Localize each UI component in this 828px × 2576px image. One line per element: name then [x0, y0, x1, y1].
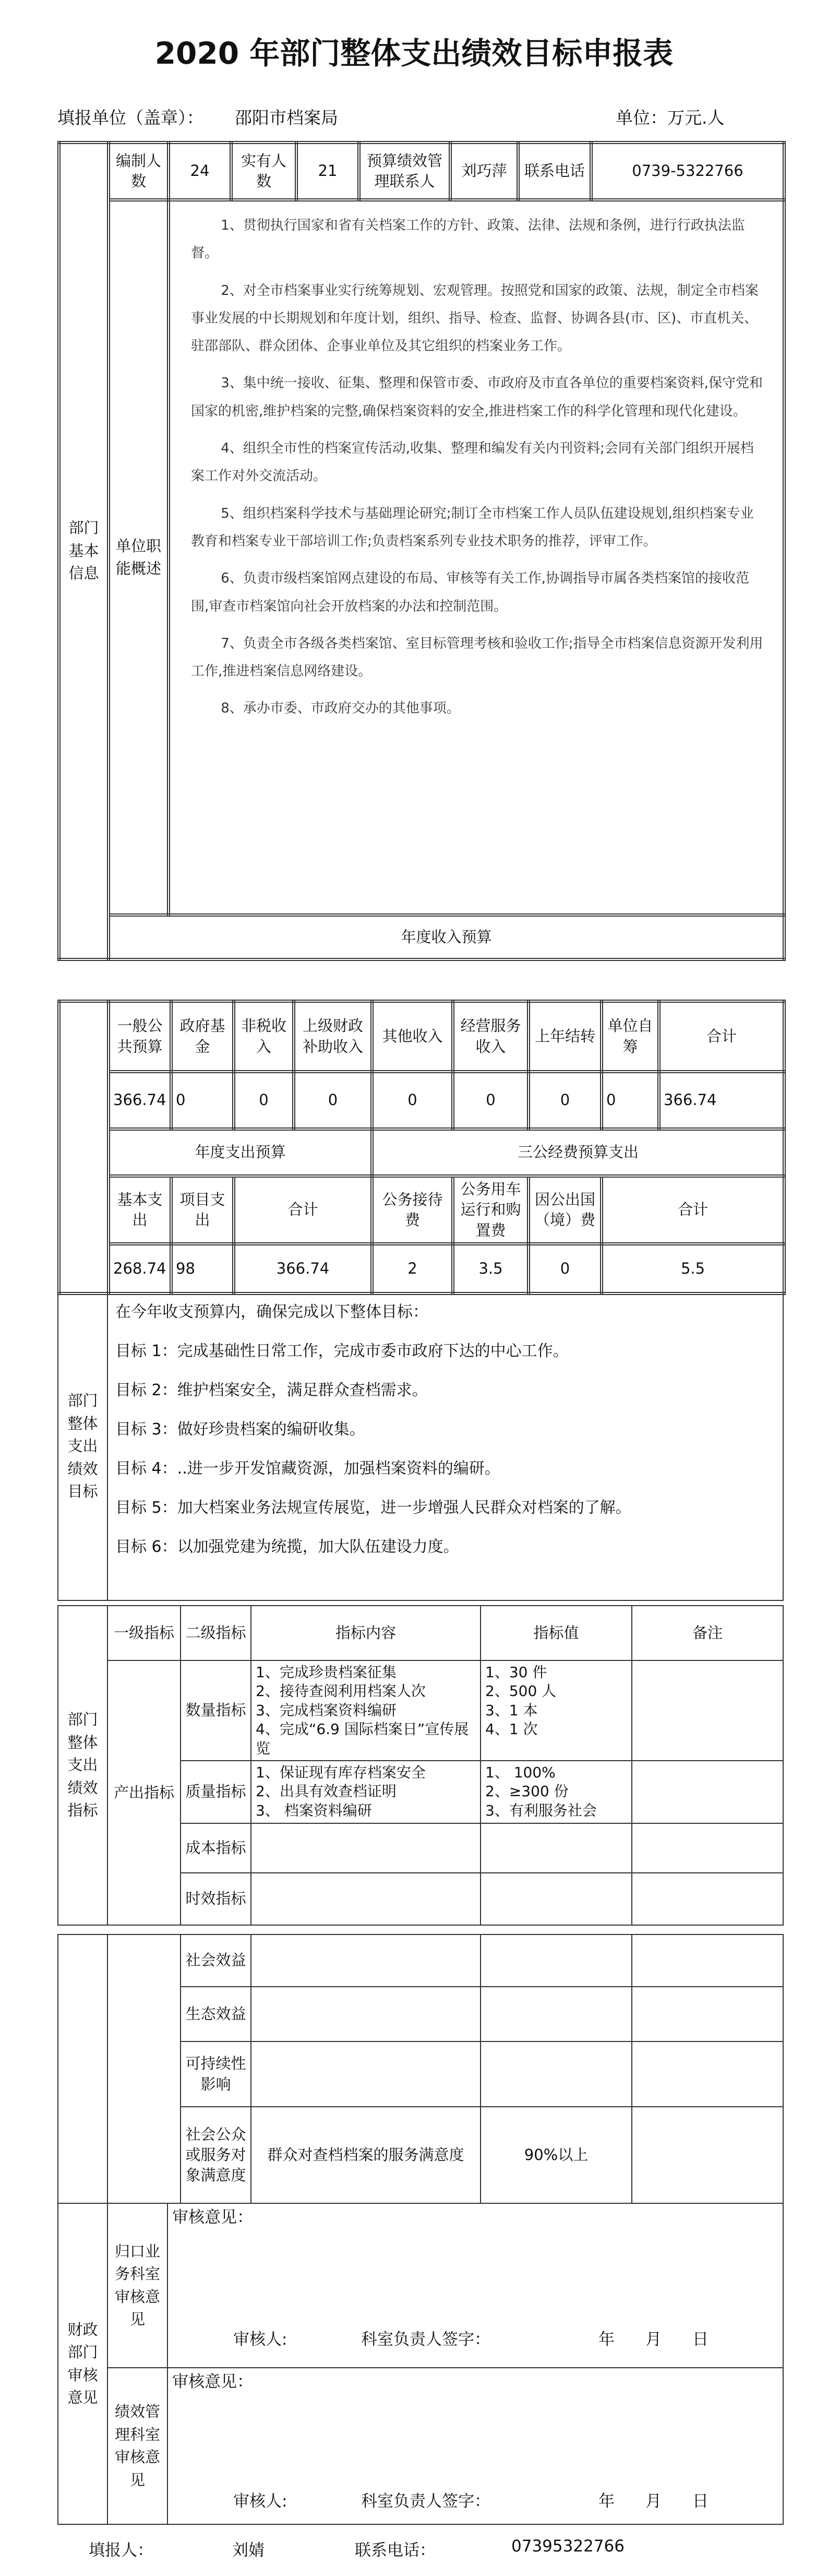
- indicator-header: 指标内容: [251, 1606, 481, 1660]
- eco-content: [251, 1987, 481, 2041]
- footer-phone-label: 联系电话：: [355, 2541, 436, 2560]
- actual-label: 实有人数: [231, 143, 296, 200]
- filler-label: 填报人：: [89, 2541, 153, 2560]
- output-indicator-label: 产出指标: [107, 1660, 181, 1925]
- duty-item: 3、集中统一接收、征集、整理和保管市委、市政府及市直各单位的重要档案资料,保守党和国家的机密,维护档案的完整,确保档案资料的安全,推进档案工作的科学化管理和现代化建设。: [191, 375, 763, 419]
- expense-value: 0: [529, 1244, 602, 1293]
- satisfaction-value: 90%以上: [481, 2107, 632, 2203]
- social-label: 社会效益: [181, 1934, 251, 1987]
- office2-year: 年: [598, 2492, 615, 2511]
- goals-label: 部门整体支出绩效目标: [58, 1292, 107, 1600]
- office1-month: 月: [645, 2330, 662, 2349]
- duty-item: 7、负责全市各级各类档案馆、室目标管理考核和验收工作;指导全市档案信息资源开发利用工作,推进档案信息网络建设。: [191, 635, 763, 680]
- duty-item: 4、组织全市性的档案宣传活动,收集、整理和编发有关内刊资料;会同有关部门组织开展档案工作对外交流活动。: [191, 441, 754, 484]
- satisfaction-content: 群众对查档档案的服务满意度: [251, 2107, 481, 2203]
- benefit-blank: [107, 1934, 181, 2203]
- income-value: 0: [602, 1072, 659, 1129]
- income-header: 上年结转: [529, 1001, 602, 1072]
- expense-header: 因公出国（境）费: [529, 1176, 602, 1244]
- quantity-value: 1、30 件 2、500 人 3、1 本 4、1 次: [481, 1660, 632, 1761]
- income-header: 经营服务收入: [453, 1001, 529, 1072]
- income-header: 一般公共预算: [109, 1001, 171, 1072]
- quantity-label: 数量指标: [181, 1660, 251, 1761]
- office1-head-label: 科室负责人签字：: [361, 2330, 490, 2349]
- page-title: 2020 年部门整体支出绩效目标申报表: [154, 35, 674, 71]
- phone-value: 0739-5322766: [591, 143, 784, 200]
- goals-content: [107, 1292, 783, 1600]
- office1-reviewer-label: 审核人:: [233, 2330, 287, 2349]
- office2-month: 月: [645, 2492, 662, 2511]
- contact-label: 预算绩效管理联系人: [359, 143, 450, 200]
- staff-value: 24: [169, 143, 231, 200]
- basic-info-table: [57, 141, 786, 961]
- office1-label: 归口业务科室审核意见: [107, 2203, 167, 2368]
- goal-item: 目标 6：以加强党建为统揽，加大队伍建设力度。: [115, 1538, 459, 1556]
- office2-day: 日: [692, 2492, 709, 2511]
- goal-item: 目标 5：加大档案业务法规宣传展览，进一步增强人民群众对档案的了解。: [115, 1499, 631, 1517]
- indicators-label: 部门整体支出绩效指标: [58, 1606, 107, 1925]
- office2-head-label: 科室负责人签字：: [361, 2492, 490, 2511]
- benefit-table: [57, 1934, 784, 2204]
- expense-value: 366.74: [234, 1244, 372, 1293]
- office1-opinion-label: 审核意见：: [172, 2208, 253, 2227]
- time-content: [251, 1873, 481, 1925]
- office1-opinion: [167, 2203, 783, 2368]
- income-value: 0: [234, 1072, 294, 1129]
- expense-value: 98: [171, 1244, 234, 1293]
- quality-content: 1、保证现有库存档案安全 2、出具有效查档证明 3、 档案资料编研: [251, 1761, 481, 1823]
- duty-item: 2、对全市档案事业实行统筹规划、宏观管理。按照党和国家的政策、法规，制定全市档案事业发展的中长期规划和年度计划，组织、指导、检查、监督、协调各县(市、区)、市直机关、驻邵部队、群众团体、企事业单位及其它组织的档案业务工作。: [191, 282, 759, 354]
- goal-item: 目标 3：做好珍贵档案的编研收集。: [115, 1420, 365, 1439]
- social-value: [481, 1934, 632, 1987]
- income-header: 非税收入: [234, 1001, 294, 1072]
- eco-value: [481, 1987, 632, 2041]
- income-value: 366.74: [659, 1072, 784, 1129]
- duty-item: 1、贯彻执行国家和省有关档案工作的方针、政策、法律、法规和条例，进行行政执法监督。: [191, 218, 745, 262]
- time-value: [481, 1873, 632, 1925]
- eco-remark: [632, 1987, 783, 2041]
- sustain-label: 可持续性影响: [181, 2041, 251, 2107]
- indicators-table: [57, 1605, 784, 1926]
- goal-item: 目标 2：维护档案安全，满足群众查档需求。: [115, 1381, 428, 1399]
- duties-label: 单位职能概述: [109, 200, 169, 915]
- satisfaction-remark: [632, 2107, 783, 2203]
- income-value: 0: [529, 1072, 602, 1129]
- indicator-header: 二级指标: [181, 1606, 251, 1660]
- budget-left-margin: [59, 1001, 109, 1293]
- quantity-remark: [632, 1660, 783, 1761]
- expense-value: 3.5: [453, 1244, 529, 1293]
- expense-value: 2: [372, 1244, 453, 1293]
- three-public-title: 三公经费预算支出: [372, 1129, 784, 1176]
- expense-header: 基本支出: [109, 1176, 171, 1244]
- income-budget-title: 年度收入预算: [109, 915, 784, 959]
- quantity-content: 1、完成珍贵档案征集 2、接待查阅利用档案人次 3、完成档案资料编研 4、完成“6.9 国际档案日”宣传展览: [251, 1660, 481, 1761]
- duty-item: 6、负责市级档案馆网点建设的布局、审核等有关工作,协调指导市属各类档案馆的接收范围,审查市档案馆向社会开放档案的办法和控制范围。: [191, 571, 749, 614]
- office2-reviewer-label: 审核人:: [233, 2492, 287, 2511]
- income-value: 0: [372, 1072, 453, 1129]
- cost-value: [481, 1823, 632, 1873]
- expense-header: 项目支出: [171, 1176, 234, 1244]
- office2-label: 绩效管理科室审核意见: [107, 2368, 167, 2524]
- satisfaction-label: 社会公众或服务对象满意度: [181, 2107, 251, 2203]
- social-remark: [632, 1934, 783, 1987]
- income-header: 政府基金: [171, 1001, 234, 1072]
- phone-label: 联系电话: [518, 143, 591, 200]
- income-value: 0: [453, 1072, 529, 1129]
- goal-item: 目标 1：完成基础性日常工作，完成市委市政府下达的中心工作。: [115, 1342, 569, 1360]
- duties-content: [169, 200, 784, 915]
- annual-expense-title: 年度支出预算: [109, 1129, 372, 1176]
- fill-unit-value: 邵阳市档案局: [235, 108, 338, 128]
- indicator-header: 一级指标: [107, 1606, 181, 1660]
- quality-label: 质量指标: [181, 1761, 251, 1823]
- review-label: 财政部门审核意见: [58, 2203, 107, 2524]
- income-header: 上级财政补助收入: [294, 1001, 372, 1072]
- office1-year: 年: [598, 2330, 615, 2349]
- expense-value: 268.74: [109, 1244, 171, 1293]
- sustain-remark: [632, 2041, 783, 2107]
- office1-day: 日: [692, 2330, 709, 2349]
- quality-value: 1、 100% 2、≥300 份 3、有利服务社会: [481, 1761, 632, 1823]
- fill-unit-label: 填报单位（盖章）：: [57, 108, 204, 128]
- income-value: 366.74: [109, 1072, 171, 1129]
- contact-value: 刘巧萍: [450, 143, 518, 200]
- cost-remark: [632, 1823, 783, 1873]
- time-label: 时效指标: [181, 1873, 251, 1925]
- basic-info-label: 部门基本信息: [59, 143, 109, 959]
- duty-item: 5、组织档案科学技术与基础理论研究;制订全市档案工作人员队伍建设规划,组织档案专业教育和档案专业干部培训工作;负责档案系列专业技术职务的推荐，评审工作。: [191, 505, 754, 549]
- goals-table: [57, 1292, 784, 1601]
- expense-value: 5.5: [602, 1244, 784, 1293]
- sustain-value: [481, 2041, 632, 2107]
- income-header: 单位自筹: [602, 1001, 659, 1072]
- duty-item: 8、承办市委、市政府交办的其他事项。: [221, 701, 460, 717]
- office2-opinion-label: 审核意见：: [172, 2372, 253, 2391]
- income-value: 0: [294, 1072, 372, 1129]
- income-value: 0: [171, 1072, 234, 1129]
- review-table: [57, 2203, 784, 2525]
- expense-header: 合计: [602, 1176, 784, 1244]
- indicator-header: 备注: [632, 1606, 783, 1660]
- income-header: 其他收入: [372, 1001, 453, 1072]
- filler-value: 刘婧: [232, 2541, 265, 2560]
- expense-header: 合计: [234, 1176, 372, 1244]
- money-unit: 单位：万元.人: [616, 108, 725, 128]
- footer-phone-value: 07395322766: [511, 2537, 625, 2556]
- staff-label: 编制人数: [109, 143, 169, 200]
- goals-intro: 在今年收支预算内，确保完成以下整体目标：: [115, 1303, 428, 1321]
- indicator-header: 指标值: [481, 1606, 632, 1660]
- income-header: 合计: [659, 1001, 784, 1072]
- social-content: [251, 1934, 481, 1987]
- actual-value: 21: [296, 143, 359, 200]
- cost-label: 成本指标: [181, 1823, 251, 1873]
- expense-header: 公务用车运行和购置费: [453, 1176, 529, 1244]
- expense-header: 公务接待费: [372, 1176, 453, 1244]
- benefit-left-margin: [58, 1934, 107, 2203]
- time-remark: [632, 1873, 783, 1925]
- eco-label: 生态效益: [181, 1987, 251, 2041]
- budget-table: [57, 1000, 786, 1295]
- office2-opinion: [167, 2368, 783, 2524]
- goal-item: 目标 4：..进一步开发馆藏资源，加强档案资料的编研。: [115, 1459, 500, 1478]
- cost-content: [251, 1823, 481, 1873]
- quality-remark: [632, 1761, 783, 1823]
- sustain-content: [251, 2041, 481, 2107]
